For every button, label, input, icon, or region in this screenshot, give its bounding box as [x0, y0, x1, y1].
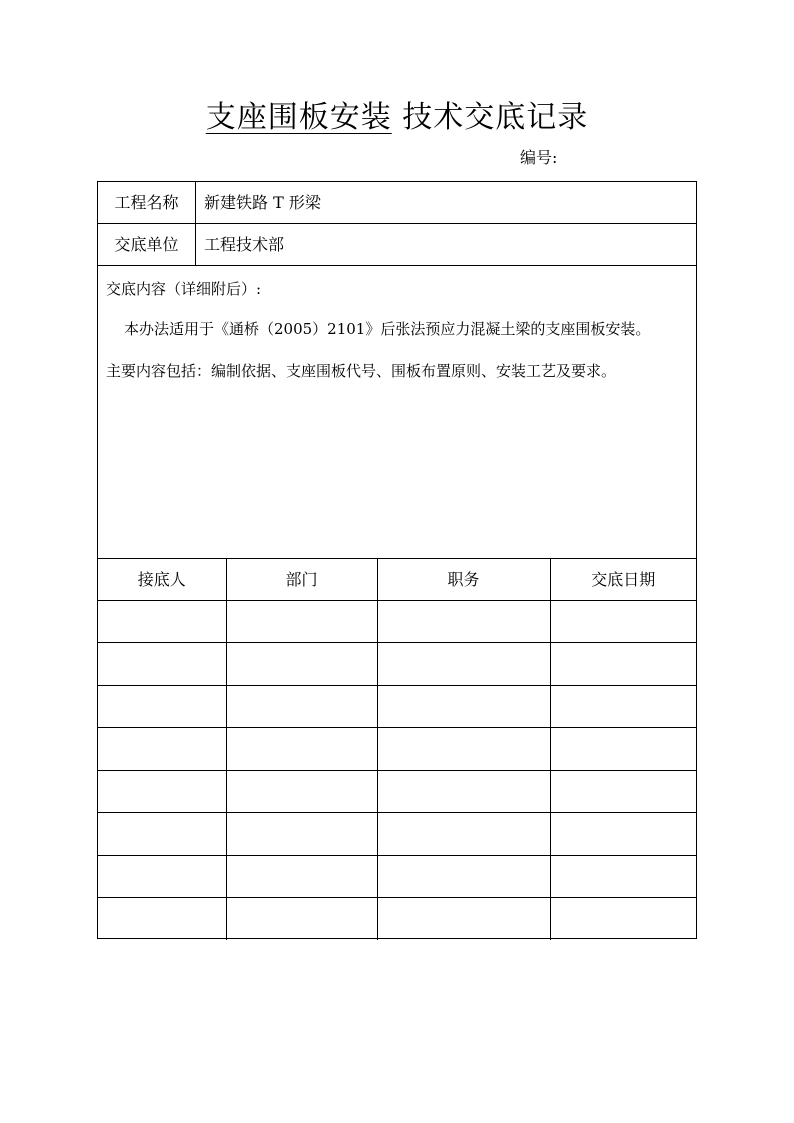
project-name-value: 新建铁路 T 形梁 [204, 193, 321, 212]
signature-table [98, 558, 696, 940]
receiver-cell[interactable] [98, 898, 226, 940]
date-cell[interactable] [550, 898, 696, 940]
receiver-cell[interactable] [98, 728, 226, 771]
table-row [98, 770, 696, 813]
header-receiver: 接底人 [98, 558, 226, 600]
position-cell[interactable] [377, 770, 550, 813]
record-form [97, 181, 697, 939]
position-cell[interactable] [377, 685, 550, 728]
position-cell[interactable] [377, 855, 550, 898]
table-row [98, 685, 696, 728]
receiver-cell[interactable] [98, 770, 226, 813]
document-number-label: 编号: [520, 148, 558, 167]
table-row [98, 855, 696, 898]
signature-table-header [98, 558, 696, 600]
receiver-cell[interactable] [98, 685, 226, 728]
project-name-label: 工程名称 [98, 182, 196, 223]
position-cell[interactable] [377, 813, 550, 856]
table-row [98, 813, 696, 856]
department-cell[interactable] [226, 855, 377, 898]
department-cell[interactable] [226, 643, 377, 686]
date-cell[interactable] [550, 855, 696, 898]
table-row [98, 600, 696, 643]
receiver-cell[interactable] [98, 813, 226, 856]
department-cell[interactable] [226, 728, 377, 771]
content-heading: 交底内容（详细附后）: [106, 280, 262, 298]
header-position: 职务 [377, 558, 550, 600]
table-row [98, 728, 696, 771]
header-department: 部门 [226, 558, 377, 600]
date-cell[interactable] [550, 770, 696, 813]
position-cell[interactable] [377, 643, 550, 686]
department-cell[interactable] [226, 898, 377, 940]
unit-label: 交底单位 [98, 224, 196, 265]
date-cell[interactable] [550, 600, 696, 643]
department-cell[interactable] [226, 813, 377, 856]
department-cell[interactable] [226, 600, 377, 643]
header-date: 交底日期 [550, 558, 696, 600]
date-cell[interactable] [550, 643, 696, 686]
position-cell[interactable] [377, 600, 550, 643]
content-section [98, 266, 696, 559]
unit-value: 工程技术部 [204, 235, 285, 254]
department-cell[interactable] [226, 770, 377, 813]
date-cell[interactable] [550, 728, 696, 771]
table-row [98, 643, 696, 686]
receiver-cell[interactable] [98, 855, 226, 898]
project-name-row [98, 182, 696, 224]
unit-row [98, 224, 696, 266]
content-paragraph-1: 本办法适用于《通桥（2005）2101》后张法预应力混凝土梁的支座围板安装。 [124, 320, 651, 338]
position-cell[interactable] [377, 728, 550, 771]
title-underlined-part: 支座围板安装 [205, 100, 392, 135]
date-cell[interactable] [550, 813, 696, 856]
position-cell[interactable] [377, 898, 550, 940]
receiver-cell[interactable] [98, 600, 226, 643]
date-cell[interactable] [550, 685, 696, 728]
document-title [0, 98, 794, 138]
department-cell[interactable] [226, 685, 377, 728]
content-paragraph-2: 主要内容包括：编制依据、支座围板代号、围板布置原则、安装工艺及要求。 [106, 362, 617, 380]
receiver-cell[interactable] [98, 643, 226, 686]
title-rest-part: 技术交底记录 [402, 100, 589, 135]
table-row [98, 898, 696, 940]
